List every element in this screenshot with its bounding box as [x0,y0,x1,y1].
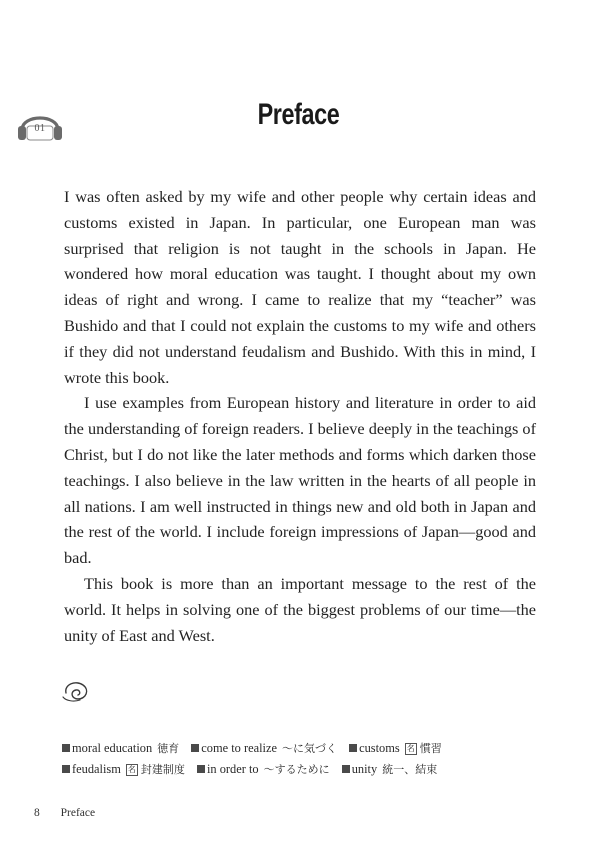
glossary-term: come to realize [201,741,277,755]
page-number: 8 [34,807,40,819]
glossary-term: customs [359,741,400,755]
audio-track-badge[interactable] [14,106,66,142]
page-footer [34,807,95,819]
glossary-meaning: 慣習 [419,742,442,755]
glossary-term: in order to [206,762,259,776]
glossary-item [62,762,188,776]
glossary-item [62,741,182,755]
square-bullet-icon [62,744,70,752]
part-of-speech-tag: 名 [127,765,136,774]
glossary-meaning: ～に気づく [281,742,337,755]
square-bullet-icon [349,744,357,752]
running-footer-section: Preface [60,807,96,819]
paragraph-3: This book is more than an important message to the rest of the world. It helps in solving one of the biggest problems of our time—the unity of East and West. [64,573,536,645]
glossary-item [191,741,340,755]
square-bullet-icon [191,744,199,752]
glossary-meaning: ～するために [263,763,330,776]
square-bullet-icon [197,765,205,773]
glossary-meaning: 封建制度 [140,763,185,776]
glossary [62,738,542,780]
glossary-line-2 [62,759,542,780]
square-bullet-icon [62,765,70,773]
paragraph-1: I was often asked by my wife and other people why certain ideas and customs existed in Japan. In particular, one European man was surprised that religion is not taught in the schools in Japan. He wondered how moral education was taught. I thought about my own ideas of right and wrong. I came to realize that my “teacher” was Bushido and that I could not explain the customs to my wife and others if they did not understand feudalism and Bushido. With this in mind, I wrote this book. [64,187,536,387]
swirl-ornament-icon [60,678,94,702]
square-bullet-icon [342,765,350,773]
audio-track-number: 01 [34,123,46,134]
glossary-line-1 [62,738,542,759]
glossary-item [349,741,442,755]
glossary-term: moral education [72,741,153,755]
glossary-meaning: 徳育 [157,742,180,755]
glossary-meaning: 統一、結束 [382,763,438,776]
glossary-item [342,762,437,776]
glossary-term: feudalism [72,762,121,776]
glossary-item [197,762,333,776]
paragraph-2: I use examples from European history and literature in order to aid the understanding of foreign readers. I believe deeply in the teachings of Christ, but I do not like the later methods and forms which darken those teachings. I also believe in the law written in the hearts of all people in all nations. I am well instructed in things new and old both in Japan and the rest of the world. I include foreign impressions of Japan—good and bad. [64,393,536,568]
page-title: Preface [257,98,340,131]
body-text [64,184,536,648]
part-of-speech-tag: 名 [406,744,415,753]
glossary-term: unity [351,762,378,776]
